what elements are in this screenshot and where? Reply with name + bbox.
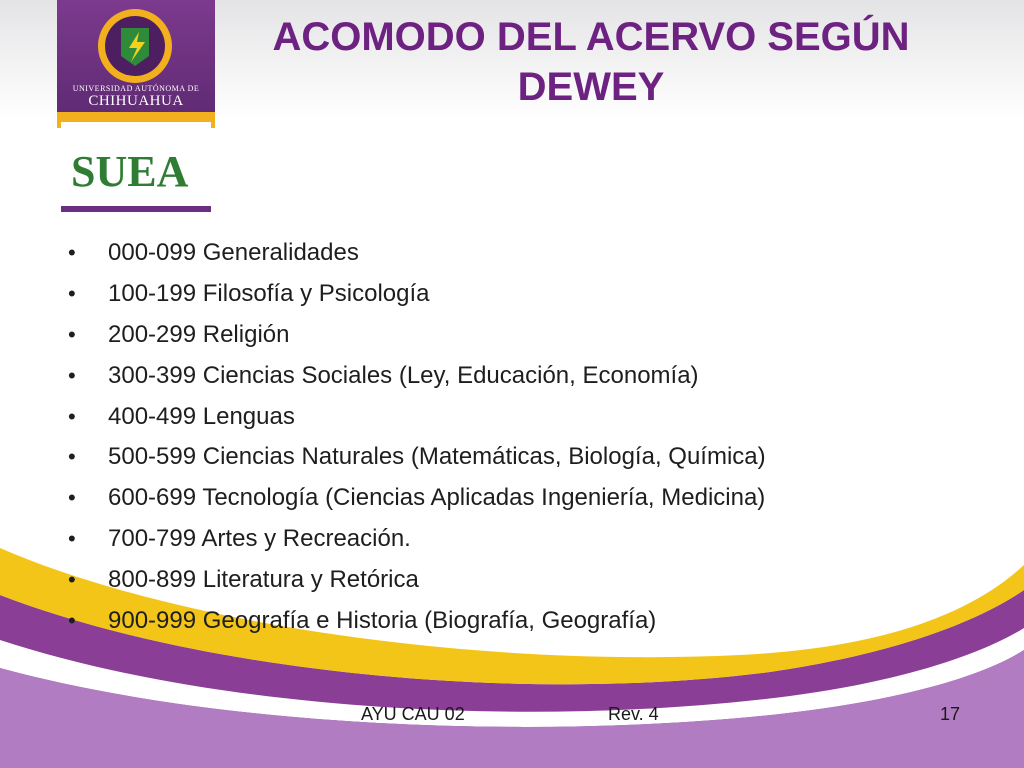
footer-page-number: 17 [940,704,961,724]
university-name-line1: UNIVERSIDAD AUTÓNOMA DE [72,84,200,93]
list-item-text: 500-599 Ciencias Naturales (Matemáticas, Biología, Química) [108,443,766,471]
list-item-text: 300-399 Ciencias Sociales (Ley, Educación, Economía) [108,361,699,389]
bullet-icon: • [68,240,76,265]
list-item [68,519,968,560]
bullet-icon: • [68,608,76,634]
suea-wordmark: SUEA [71,147,189,196]
list-item [68,478,968,519]
list-item [68,315,968,356]
list-item-text: 200-299 Religión [108,320,290,348]
list-item [68,356,968,397]
list-item [68,601,968,642]
list-item [68,233,968,274]
list-item [68,397,968,438]
slide-title [216,12,966,112]
bullet-icon: • [68,321,76,347]
bullet-icon: • [68,444,76,470]
suea-program-logo [67,140,207,196]
list-item-text: 400-499 Lenguas [108,402,295,430]
list-item [68,437,968,478]
list-item-text: 600-699 Tecnología (Ciencias Aplicadas Ingeniería, Medicina) [108,484,766,512]
university-seal-icon [95,6,175,86]
bullet-icon: • [68,280,76,306]
bullet-icon: • [68,567,76,593]
university-logo [57,0,215,216]
footer-revision: Rev. 4 [608,704,659,724]
university-name-line2: CHIHUAHUA [88,93,184,109]
footer-document-code: AYU CAU 02 [361,704,465,724]
title-line-2: DEWEY [517,65,665,109]
bullet-icon: • [68,362,76,388]
bullet-icon: • [68,526,76,552]
bullet-icon: • [68,403,76,429]
dewey-classification-list [68,233,968,642]
bullet-icon: • [68,485,76,511]
list-item [68,560,968,601]
list-item-text: 800-899 Literatura y Retórica [108,566,419,594]
list-item-text: 900-999 Geografía e Historia (Biografía, Geografía) [108,607,657,635]
list-item-text: 000-099 Generalidades [108,239,359,266]
list-item [68,274,968,315]
title-line-1: ACOMODO DEL ACERVO SEGÚN [272,15,910,59]
list-item-text: 700-799 Artes y Recreación. [108,525,411,553]
list-item-text: 100-199 Filosofía y Psicología [108,279,430,307]
